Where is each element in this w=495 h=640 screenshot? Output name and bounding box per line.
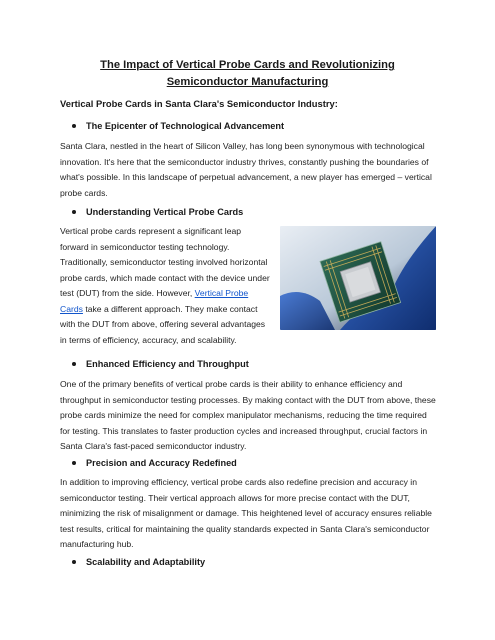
bullet-label: Scalability and Adaptability bbox=[86, 557, 206, 567]
bullet-dot bbox=[72, 461, 76, 465]
bullet-scalability bbox=[72, 556, 205, 568]
paragraph-understanding bbox=[60, 224, 272, 348]
bullet-dot bbox=[72, 560, 76, 564]
paragraph-text: take a different approach. They make contact with the DUT from above, offering several advantages in terms of efficiency, accuracy, and scalability. bbox=[60, 303, 266, 345]
bullet-dot bbox=[72, 124, 76, 128]
bullet-understanding bbox=[72, 206, 243, 218]
bullet-label: Enhanced Efficiency and Throughput bbox=[86, 359, 249, 369]
bullet-efficiency bbox=[72, 358, 249, 370]
bullet-precision bbox=[72, 457, 237, 469]
chip-in-gloved-hand-image bbox=[280, 226, 436, 330]
page-title: The Impact of Vertical Probe Cards and Revolutionizing Semiconductor Manufacturing bbox=[100, 59, 395, 88]
vertical-probe-cards-link[interactable]: Vertical Probe Cards bbox=[60, 288, 249, 314]
bullet-epicenter bbox=[72, 120, 284, 132]
bullet-dot bbox=[72, 362, 76, 366]
section-heading: Vertical Probe Cards in Santa Clara's Semiconductor Industry: bbox=[60, 98, 338, 109]
bullet-label: The Epicenter of Technological Advancement bbox=[86, 121, 285, 131]
paragraph-efficiency: One of the primary benefits of vertical probe cards is their ability to enhance efficiency and throughput in semiconductor testing processes. By making contact with the DUT from above, these probe cards minimize the need for complex manipulator mechanisms, reducing the time required for testing. This translates to faster production cycles and increased throughput, crucial factors in Santa Clara's fast-paced semiconductor industry. bbox=[60, 379, 436, 451]
paragraph-epicenter: Santa Clara, nestled in the heart of Silicon Valley, has long been synonymous with technological innovation. It's here that the semiconductor industry thrives, constantly pushing the boundaries of what's possible. In this landscape of perpetual advancement, a new player has emerged – vertical probe cards. bbox=[60, 141, 432, 198]
paragraph-text: Vertical probe cards represent a significant leap forward in semiconductor testing technology. Traditionally, semiconductor testing involved horizontal probe cards, which made contact with the device under test (DUT) from the side. However, bbox=[60, 226, 270, 298]
bullet-label: Precision and Accuracy Redefined bbox=[86, 458, 237, 468]
bullet-label: Understanding Vertical Probe Cards bbox=[86, 207, 244, 217]
paragraph-precision: In addition to improving efficiency, vertical probe cards also redefine precision and accuracy in semiconductor testing. Their vertical approach allows for more precise contact with the DUT, minimizing the risk of misalignment or damage. This heightened level of accuracy ensures reliable test results, critical for maintaining the quality standards expected in Santa Clara's semiconductor manufacturing hub. bbox=[60, 477, 432, 549]
bullet-dot bbox=[72, 210, 76, 214]
